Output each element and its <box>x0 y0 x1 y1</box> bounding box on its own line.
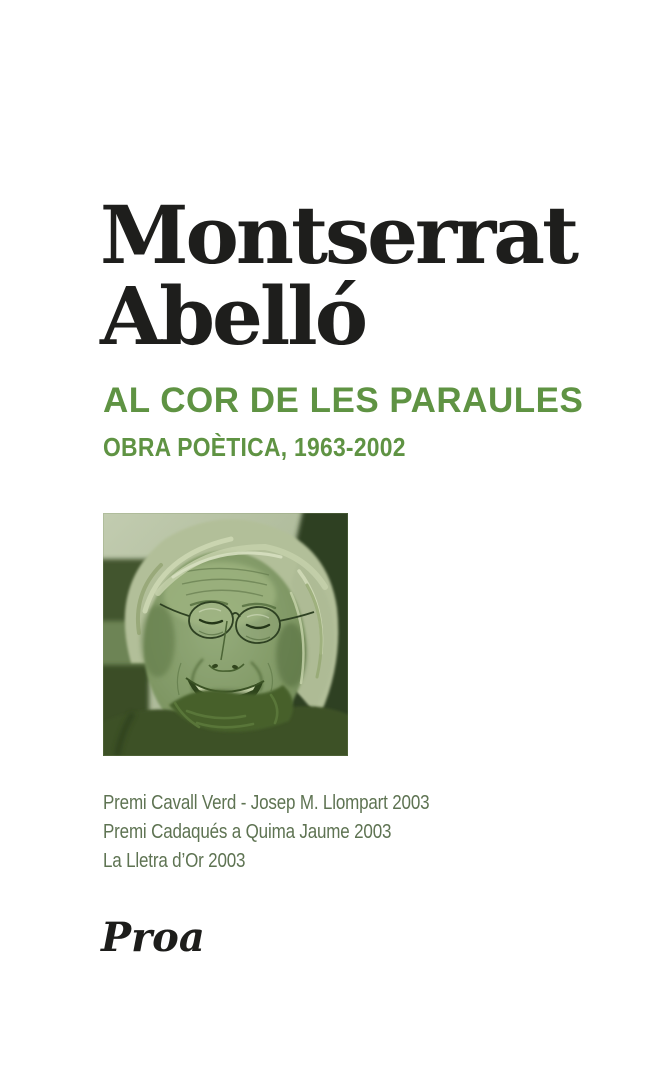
award-line: Premi Cadaqués a Quima Jaume 2003 <box>103 821 392 843</box>
award-line: La Lletra d’Or 2003 <box>103 850 246 872</box>
author-name <box>100 188 577 363</box>
award-line: Premi Cavall Verd - Josep M. Llompart 2003 <box>103 792 430 814</box>
author-name-line2: Abelló <box>100 269 366 363</box>
book-title: AL COR DE LES PARAULES <box>103 381 584 420</box>
portrait-photo <box>103 513 348 756</box>
portrait-photo-art <box>103 513 348 756</box>
awards-list <box>103 789 429 876</box>
author-name-line1: Montserrat <box>100 188 577 282</box>
publisher-logo: Proa <box>101 914 205 961</box>
book-subtitle: OBRA POÈTICA, 1963-2002 <box>103 432 406 462</box>
